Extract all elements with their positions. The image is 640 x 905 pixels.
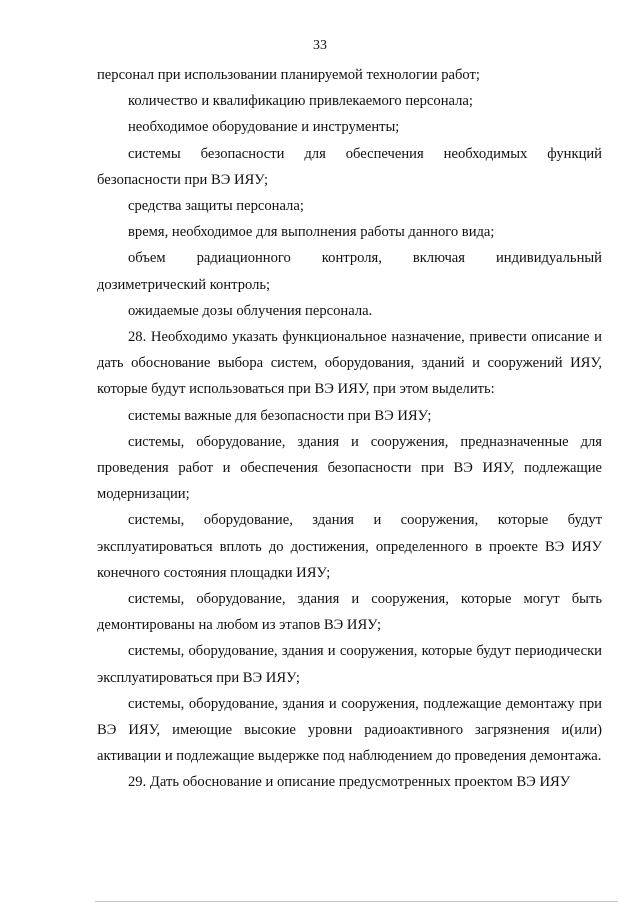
page-number: 33 (313, 38, 327, 53)
list-item: количество и квалификацию привлекаемого персонала; (128, 93, 473, 110)
body-text (97, 62, 602, 796)
list-item: системы, оборудование, здания и сооружения, предназначенные для проведения работ и обеспечения безопасности при ВЭ ИЯУ, подлежащие модернизации; (97, 433, 602, 503)
list-item: системы, оборудование, здания и сооружения, которые будут периодически эксплуатироваться при ВЭ ИЯУ; (97, 643, 602, 686)
list-item: системы, оборудование, здания и сооружения, которые могут быть демонтированы на любом из этапов ВЭ ИЯУ; (97, 591, 602, 634)
list-item: необходимое оборудование и инструменты; (128, 119, 400, 136)
list-item: ожидаемые дозы облучения персонала. (128, 302, 373, 319)
scan-edge-line (95, 901, 618, 902)
numbered-paragraph-28: 28. Необходимо указать функциональное назначение, привести описание и дать обоснование выбора систем, оборудования, зданий и сооружений ИЯУ, которые будут использоваться при ВЭ ИЯУ, при этом выделить: (97, 329, 602, 398)
list-item: системы, оборудование, здания и сооружения, подлежащие демонтажу при ВЭ ИЯУ, имеющие высокие уровни радиоактивного загрязнения и(или) активации и подлежащие выдержке под наблюдением до проведения демонтажа. (97, 695, 602, 765)
list-item: средства защиты персонала; (128, 198, 304, 215)
list-item: системы, оборудование, здания и сооружения, которые будут эксплуатироваться вплоть до достижения, определенного в проекте ВЭ ИЯУ конечного состояния площадки ИЯУ; (97, 512, 602, 581)
list-item: время, необходимое для выполнения работы данного вида; (128, 224, 495, 241)
list-item: системы безопасности для обеспечения необходимых функций безопасности при ВЭ ИЯУ; (97, 145, 602, 188)
paragraph-continuation: персонал при использовании планируемой технологии работ; (97, 67, 480, 83)
list-item: объем радиационного контроля, включая индивидуальный дозиметрический контроль; (97, 250, 602, 293)
list-item: системы важные для безопасности при ВЭ ИЯУ; (128, 407, 432, 424)
numbered-paragraph-29: 29. Дать обоснование и описание предусмотренных проектом ВЭ ИЯУ (128, 774, 571, 791)
